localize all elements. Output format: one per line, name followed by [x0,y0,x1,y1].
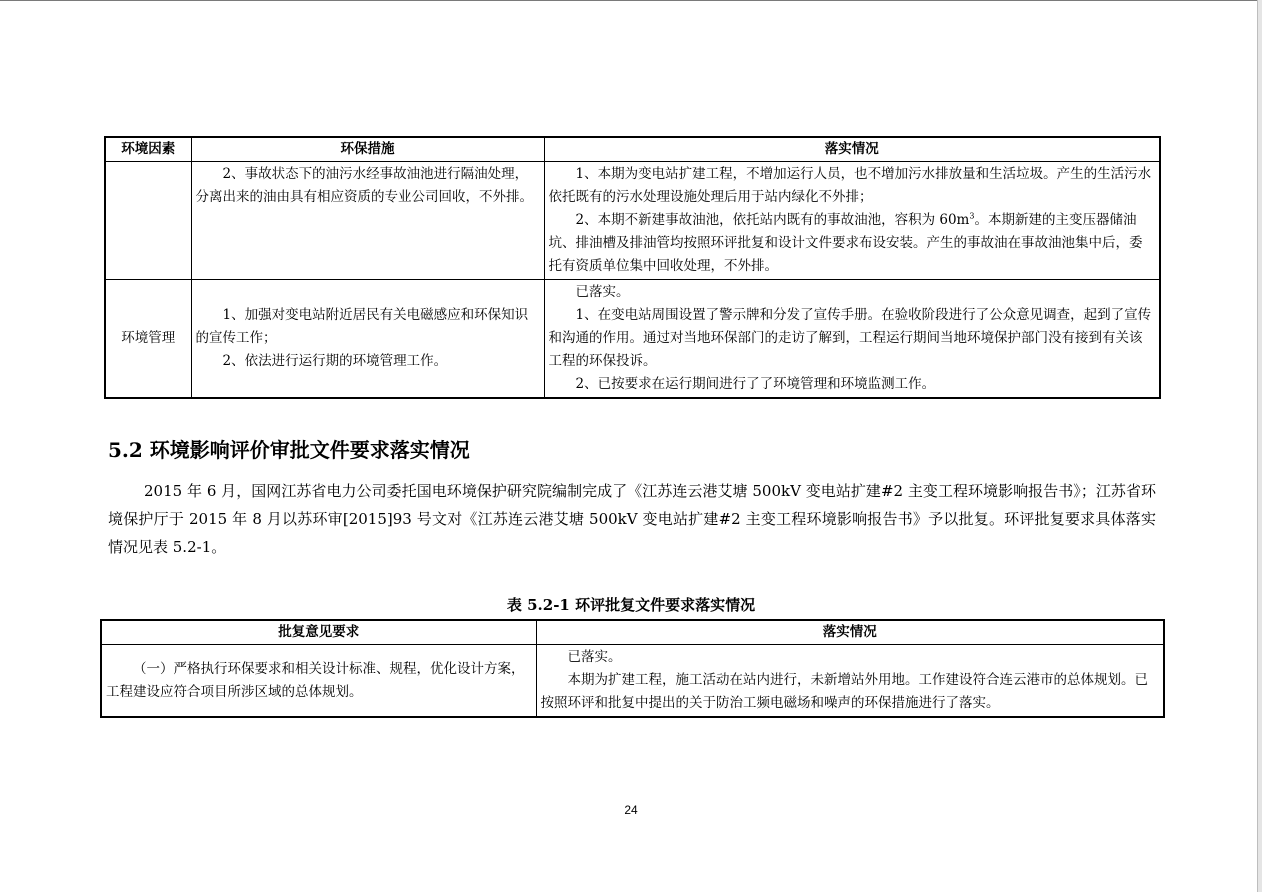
section-heading: 5.2 环境影响评价审批文件要求落实情况 [108,438,470,462]
status-text-0: 已落实。 [567,649,622,665]
status-text-2: 2、已按要求在运行期间进行了了环境管理和环境监测工作。 [575,376,936,392]
cell-status [536,645,1164,718]
header-status: 落实情况 [544,137,1160,162]
table-row [105,280,1160,399]
status-text-1: 本期为扩建工程，施工活动在站内进行，未新增站外用地。工作建设符合连云港市的总体规划。已按照环评和批复中提出的关于防治工频电磁场和噪声的环保措施进行了落实。 [540,672,1148,711]
cell-measure [191,162,544,280]
header-factor: 环境因素 [105,137,191,162]
status-text-1: 1、在变电站周围设置了警示牌和分发了宣传手册。在验收阶段进行了公众意见调查，起到了宣传和沟通的作用。通过对当地环保部门的走访了解到，工程运行期间当地环境保护部门没有接到有关该工程的环保投诉。 [548,307,1152,369]
cell-factor [105,162,191,280]
cell-status [544,280,1160,399]
table-caption: 表 5.2-1 环评批复文件要求落实情况 [506,596,756,614]
requirement-text: （一）严格执行环保要求和相关设计标准、规程，优化设计方案，工程建设应符合项目所涉区域的总体规划。 [106,660,525,700]
page-top-border [0,0,1262,1]
cell-measure [191,280,544,399]
status-text-2 [549,209,1156,278]
page-right-edge [1257,0,1262,892]
header-status: 落实情况 [536,620,1164,645]
superscript: 3 [969,211,975,221]
status-text-2b: 。本期新建的主变压器储油坑、排油槽及排油管均按照环评批复和设计文件要求布设安装。产生的事故油在事故油池集中后，委托有资质单位集中回收处理，不外排。 [548,212,1143,274]
header-measure: 环保措施 [191,137,544,162]
table-header-row [105,137,1160,162]
measure-text: 2、事故状态下的油污水经事故油池进行隔油处理，分离出来的油由具有相应资质的专业公司回收，不外排。 [195,166,533,205]
measure-text-1: 1、加强对变电站附近居民有关电磁感应和环保知识的宣传工作； [195,307,529,346]
table-header-row [101,620,1164,645]
status-text-0: 已落实。 [575,284,630,300]
cell-factor: 环境管理 [105,280,191,399]
body-paragraph: 2015 年 6 月，国网江苏省电力公司委托国电环境保护研究院编制完成了《江苏连云港艾塘 500kV 变电站扩建#2 主变工程环境影响报告书》；江苏省环境保护厅于 2015 年 8 月以苏环审[2015]93 号文对《江苏连云港艾塘 500kV 变电站扩建#2 主变工程环境影响报告书》予以批复。环评批复要求具体落实情况见表 5.2-1。 [108,482,1156,556]
environmental-measures-table [104,136,1161,399]
cell-status [544,162,1160,280]
cell-requirement [101,645,536,718]
status-text-1: 1、本期为变电站扩建工程，不增加运行人员，也不增加污水排放量和生活垃圾。产生的生活污水依托既有的污水处理设施处理后用于站内绿化不外排； [548,166,1152,205]
table-row [105,162,1160,280]
status-text-2a: 2、本期不新建事故油池，依托站内既有的事故油池，容积为 60m [575,212,970,228]
table-row [101,645,1164,718]
approval-requirements-table [100,619,1165,718]
page-number: 24 [624,803,638,817]
measure-text-2: 2、依法进行运行期的环境管理工作。 [222,353,448,369]
header-requirement: 批复意见要求 [101,620,536,645]
